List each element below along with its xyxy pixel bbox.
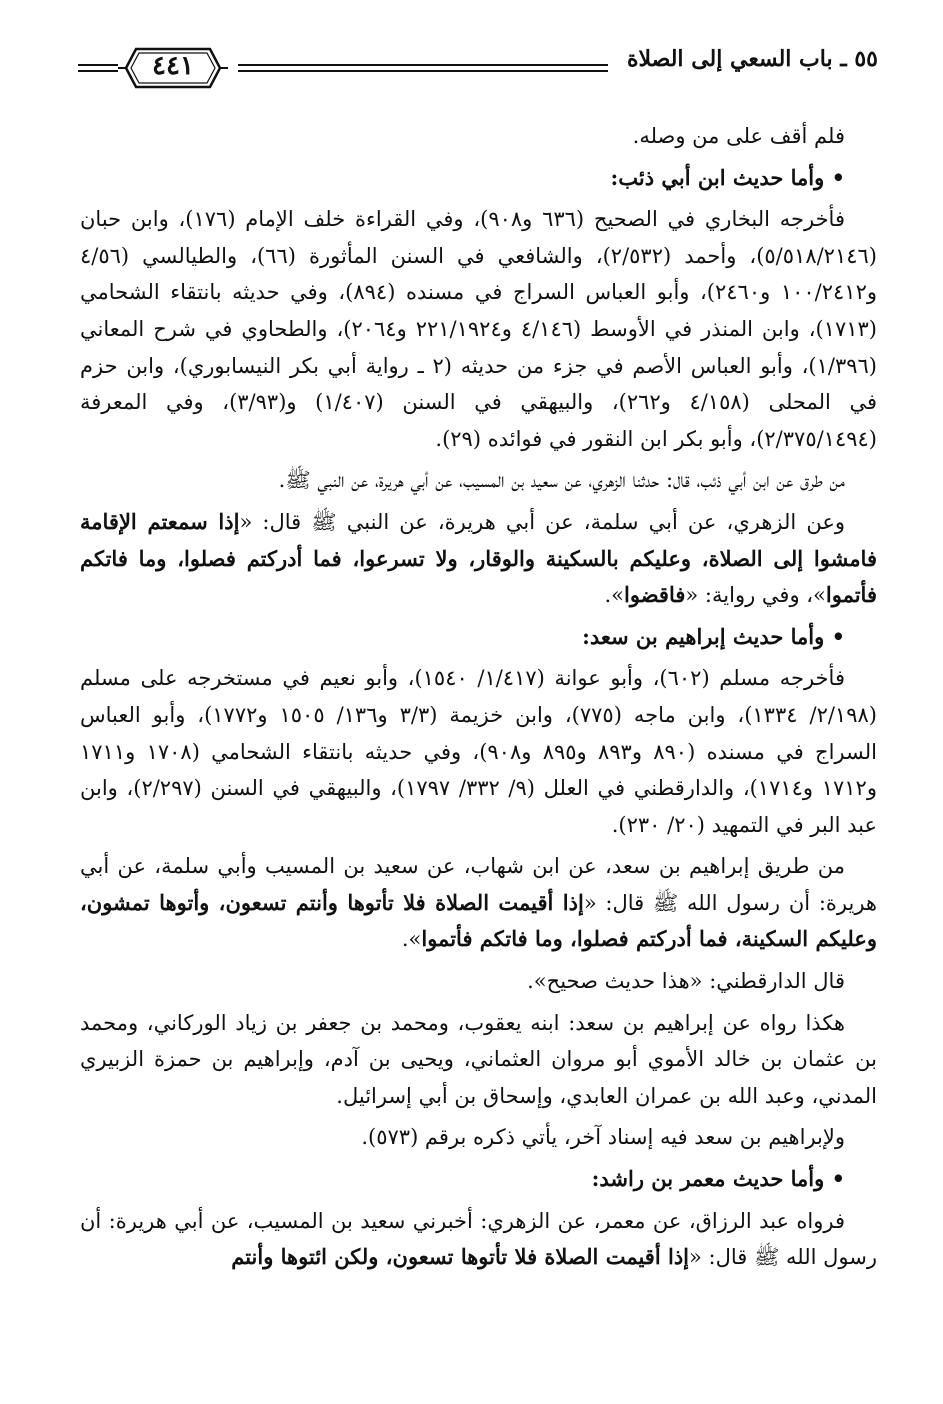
body-text: من طريق إبراهيم بن سعد، عن ابن شهاب، عن سعيد بن المسيب وأبي سلمة، عن أبي هريرة: أن رسول الله ﷺ قال: « (80, 854, 877, 915)
bold-text: • وأما حديث إبراهيم بن سعد: (582, 623, 845, 649)
header-left-rule (78, 62, 118, 74)
body-text: »، وفي رواية: « (685, 583, 826, 608)
paragraph-p8 (80, 848, 877, 958)
body-text: فأخرجه البخاري في الصحيح (٦٣٦ و٩٠٨)، وفي القراءة خلف الإمام (١٧٦)، وابن حبان (٥/٥١٨/٢١٤٦)، وأحمد (٢/٥٣٢)، والشافعي في السنن المأثورة (٦٦)، والطيالسي (٤/٥٦ و١٠٠/٢٤١٢ و٢٤٦٠)، وأبو العباس السراج في مسنده (٨٩٤)، وفي حديثه بانتقاء الشحامي (١٧١٣)، وابن المنذر في الأوسط (٤/١٤٦ و٢٢١/١٩٢٤ و٢٠٦٤)، والطحاوي في شرح المعاني (١/٣٩٦)، وأبو العباس الأصم في جزء من حديثه (٢ ـ رواية أبي بكر النيسابوري)، وابن حزم في المحلى (٤/١٥٨ و٢٦٢)، والبيهقي في السنن (١/٤٠٧) و(٣/٩٣)، وفي المعرفة (٢/٣٧٥/١٤٩٤)، وأبو بكر ابن النقور في فوائده (٢٩). (80, 207, 878, 451)
header-double-rule (238, 62, 608, 74)
paragraph-p6 (80, 619, 877, 656)
paragraph-p4 (80, 462, 877, 499)
bold-text: • وأما حديث معمر بن راشد: (591, 1166, 845, 1192)
page-header (78, 40, 878, 100)
body-text: ». (401, 927, 422, 952)
paragraph-p9 (80, 963, 877, 1000)
page-number-frame (118, 43, 228, 93)
body-text: وعن الزهري، عن أبي سلمة، عن أبي هريرة، عن النبي ﷺ قال: « (239, 509, 846, 534)
page-number: ٤٤١ (152, 51, 194, 81)
paragraph-p3 (80, 201, 877, 457)
body-text: هكذا رواه عن إبراهيم بن سعد: ابنه يعقوب، ومحمد بن جعفر بن زياد الوركاني، ومحمد بن عثمان بن خالد الأموي أبو مروان العثماني، ويحيى بن آدم، وإبراهيم بن حمزة الزبيري المدني، وعبد الله بن عمران العابدي، وإسحاق بن أبي إسرائيل. (80, 1010, 877, 1108)
body-text: من طرق عن ابن أبي ذئب، قال: حدثنا الزهري، عن سعيد بن المسيب، عن أبي هريرة، عن النبي ﷺ. (278, 468, 845, 493)
bold-text: فاقضوا (624, 582, 686, 608)
paragraph-p13 (80, 1203, 877, 1276)
page-body (80, 118, 877, 1281)
bold-text: إذا سمعتم الإقامة فامشوا إلى الصلاة، وعليكم بالسكينة والوقار، ولا تسرعوا، فما أدركتم فصلوا، وما فاتكم فأتموا (80, 508, 877, 608)
paragraph-p10 (80, 1005, 877, 1115)
paragraph-p1 (80, 118, 877, 155)
body-text: ولإبراهيم بن سعد فيه إسناد آخر، يأتي ذكره برقم (٥٧٣). (361, 1125, 845, 1150)
chapter-title: ٥٥ ـ باب السعي إلى الصلاة (626, 46, 878, 72)
body-text: فرواه عبد الرزاق، عن معمر، عن الزهري: أخبرني سعيد بن المسيب، عن أبي هريرة: أن رسول الله ﷺ قال: « (80, 1208, 877, 1270)
body-text: فأخرجه مسلم (٦٠٢)، وأبو عوانة (١/٤١٧/ ١٥٤٠)، وأبو نعيم في مستخرجه على مسلم (٢/١٩٨/ ١٣٣٤)، وابن ماجه (٧٧٥)، وابن خزيمة (٣/٣ و١٣٦/ ١٥٠٥ و١٧٧٢)، وأبو العباس السراج في مسنده (٨٩٠ و٨٩٣ و٨٩٥ و٩٠٨)، وفي حديثه بانتقاء الشحامي (١٧٠٨ و١٧١١ و١٧١٢ و١٧١٤)، والدارقطني في العلل (٩/ ٣٣٢/ ١٧٩٧)، والبيهقي في السنن (٢/٢٩٧)، وابن عبد البر في التمهيد (٢٠/ ٢٣٠). (80, 666, 877, 837)
paragraph-p11 (80, 1119, 877, 1156)
paragraph-p5 (80, 504, 877, 614)
paragraph-p12 (80, 1161, 877, 1198)
paragraph-p2 (80, 160, 877, 197)
paragraph-p7 (80, 660, 877, 843)
bold-text: • وأما حديث ابن أبي ذئب: (610, 164, 845, 190)
body-text: ». (604, 583, 625, 608)
body-text: قال الدارقطني: «هذا حديث صحيح». (527, 969, 845, 994)
bold-text: إذا أقيمت الصلاة فلا تأتوها تسعون، ولكن ائتوها وأنتم (231, 1244, 690, 1270)
bold-text: إذا أقيمت الصلاة فلا تأتوها وأنتم تسعون، وأتوها تمشون، وعليكم السكينة، فما أدركتم فصلوا، وما فاتكم فأتموا (80, 889, 877, 952)
body-text: فلم أقف على من وصله. (632, 124, 845, 148)
